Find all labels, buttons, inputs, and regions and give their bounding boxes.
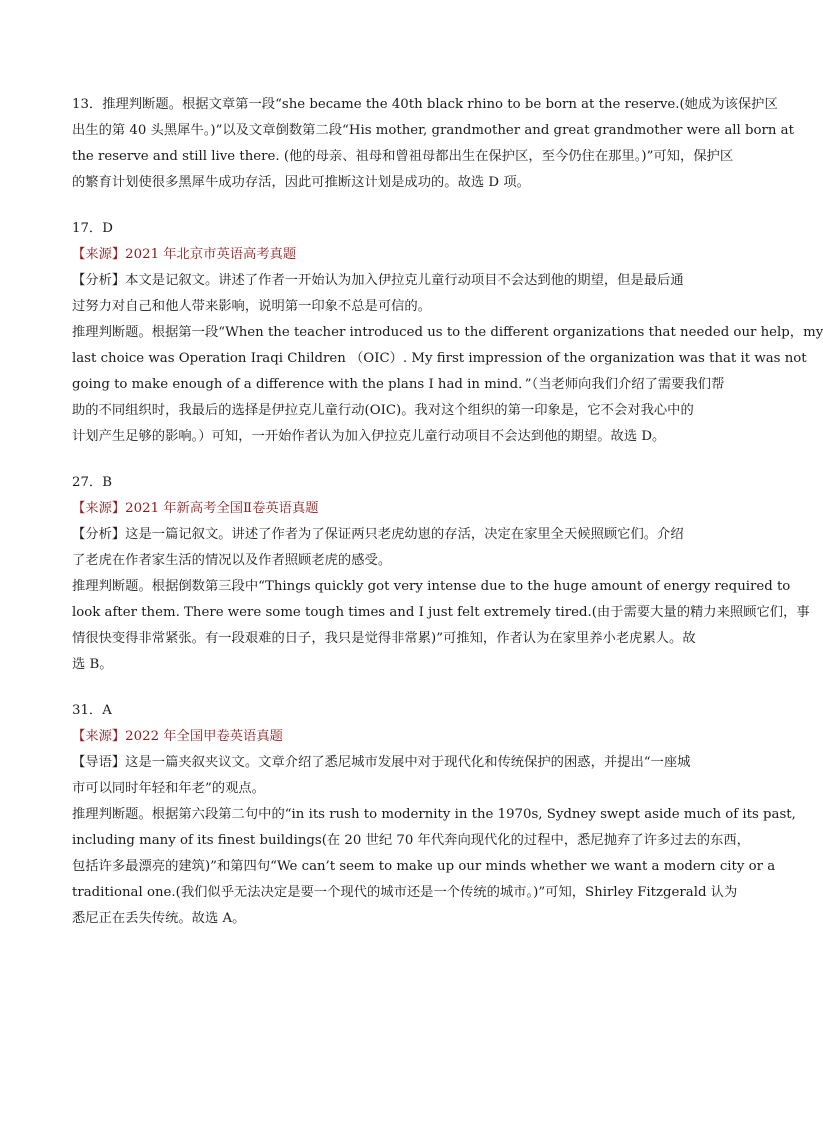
- paragraph-line: 包括许多最漂亮的建筑)”和第四句“We can’t seem to make up our minds whether we want a modern city or a: [72, 859, 776, 874]
- paragraph-line: 【分析】本文是记叙文。讲述了作者一开始认为加入伊拉克儿童行动项目不会达到他的期望，但是最后通: [72, 273, 684, 288]
- paragraph-line: 推理判断题。根据第一段“When the teacher introduced us to the different organizations that needed our help，my: [72, 325, 823, 340]
- source-line: 【来源】2022 年全国甲卷英语真题: [72, 729, 283, 744]
- paragraph-line: including many of its finest buildings(在 20 世纪 70 年代奔向现代化的过程中，悉尼抛弃了许多过去的东西，: [72, 833, 750, 848]
- section-gap: [72, 196, 724, 216]
- paragraph-line: last choice was Operation Iraqi Children （OIC）. My first impression of the organization was that it was not: [72, 351, 807, 366]
- answer-heading: 31．A: [72, 703, 112, 718]
- paragraph-line: 13．推理判断题。根据文章第一段“she became the 40th black rhino to be born at the reserve.(她成为该保护区: [72, 97, 778, 112]
- source-line: 【来源】2021 年新高考全国Ⅱ卷英语真题: [72, 501, 319, 516]
- paragraph-line: 了老虎在作者家生活的情况以及作者照顾老虎的感受。: [72, 553, 392, 568]
- answer-explanations: [72, 92, 823, 932]
- source-line: 【来源】2021 年北京市英语高考真题: [72, 247, 297, 262]
- answer-heading: 17．D: [72, 221, 113, 236]
- paragraph-line: 市可以同时年轻和年老”的观点。: [72, 781, 265, 796]
- question-13-explanation: [72, 92, 794, 196]
- paragraph-line: 出生的第 40 头黑犀牛。)”以及文章倒数第二段“His mother, grandmother and great grandmother were all born at: [72, 123, 794, 138]
- paragraph-line: 【分析】这是一篇记叙文。讲述了作者为了保证两只老虎幼崽的存活，决定在家里全天候照顾它们。介绍: [72, 527, 684, 542]
- answer-heading: 27．B: [72, 475, 112, 490]
- paragraph-line: 悉尼正在丢失传统。故选 A。: [72, 911, 246, 926]
- paragraph-line: 计划产生足够的影响。）可知，一开始作者认为加入伊拉克儿童行动项目不会达到他的期望。故选 D。: [72, 429, 666, 444]
- paragraph-line: 助的不同组织时，我最后的选择是伊拉克儿童行动(OIC)。我对这个组织的第一印象是，它不会对我心中的: [72, 403, 694, 418]
- paragraph-line: traditional one.(我们似乎无法决定是要一个现代的城市还是一个传统的城市。)”可知，Shirley Fitzgerald 认为: [72, 885, 738, 900]
- paragraph-line: 推理判断题。根据倒数第三段中“Things quickly got very intense due to the huge amount of energy required to: [72, 579, 791, 594]
- paragraph-line: the reserve and still live there. (他的母亲、祖母和曾祖母都出生在保护区，至今仍住在那里。)”可知，保护区: [72, 149, 734, 164]
- paragraph-line: going to make enough of a difference with the plans I had in mind．”（当老师向我们介绍了需要我们帮: [72, 377, 725, 392]
- paragraph-line: 的繁育计划使很多黑犀牛成功存活，因此可推断这计划是成功的。故选 D 项。: [72, 175, 530, 190]
- section-gap: [72, 678, 724, 698]
- paragraph-line: 情很快变得非常紧张。有一段艰难的日子，我只是觉得非常累)”可推知，作者认为在家里养小老虎累人。故: [72, 631, 696, 646]
- question-17-explanation: [72, 216, 823, 450]
- paragraph-line: 推理判断题。根据第六段第二句中的“in its rush to modernity in the 1970s, Sydney swept aside much of its past,: [72, 807, 796, 822]
- section-gap: [72, 450, 724, 470]
- question-27-explanation: [72, 470, 810, 678]
- paragraph-line: 选 B。: [72, 657, 113, 672]
- paragraph-line: 【导语】这是一篇夹叙夹议文。文章介绍了悉尼城市发展中对于现代化和传统保护的困惑，并提出“一座城: [72, 755, 691, 770]
- paragraph-line: look after them. There were some tough times and I just felt extremely tired.(由于需要大量的精力来照顾它们，事: [72, 605, 810, 620]
- question-31-explanation: [72, 698, 796, 932]
- paragraph-line: 过努力对自己和他人带来影响，说明第一印象不总是可信的。: [72, 299, 432, 314]
